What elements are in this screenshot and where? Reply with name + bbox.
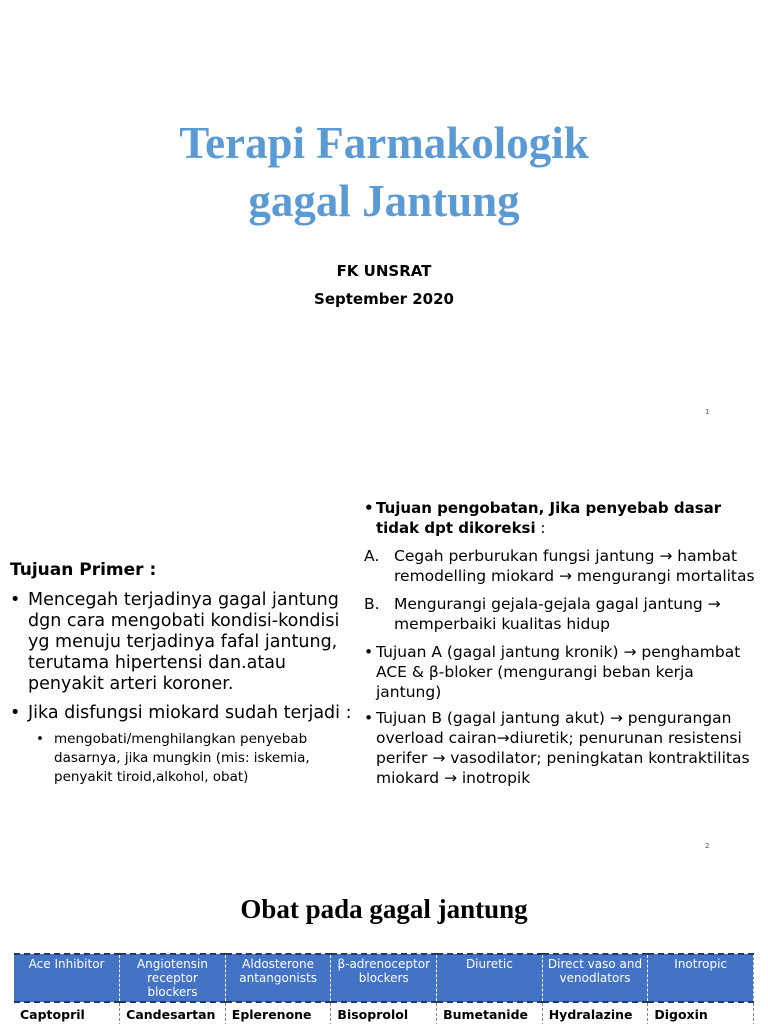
drug-table [14,953,754,1024]
table-cell: Hydralazine [542,1002,648,1024]
goal-heading [364,498,762,538]
column-header: Inotropic [648,954,754,1002]
goal-marker: A. [364,547,380,565]
table-cell: Candesartan [120,1002,226,1024]
goals-slide [0,432,768,864]
date: September 2020 [314,290,454,308]
column-header: Diuretic [437,954,543,1002]
page-number: 2 [705,842,710,850]
primary-bullet: • Jika disfungsi miokard sudah terjadi : [10,703,358,724]
table-cell: Captopril [14,1002,120,1024]
table-cell: Eplerenone [225,1002,331,1024]
table-cell: Bisoprolol [331,1002,437,1024]
table-header-row [14,954,754,1002]
column-header: Ace Inhibitor [14,954,120,1002]
table-row [14,1002,754,1024]
column-header: Direct vaso and venodlators [542,954,648,1002]
title-line-2: gagal Jantung [248,176,520,226]
column-header: β-adrenoceptor blockers [331,954,437,1002]
treatment-goals [364,498,762,794]
column-header: Aldosterone antangonists [225,954,331,1002]
goal-item [364,594,762,634]
primary-goals [10,560,358,787]
goal-heading-suffix: : [535,519,546,537]
column-header: Angiotensin receptor blockers [120,954,226,1002]
title-line-1: Terapi Farmakologik [179,118,589,168]
goal-bullet: • Tujuan A (gagal jantung kronik) → penghambat ACE & β-bloker (mengurangi beban kerja jantung) [364,642,762,702]
slide-title [0,114,768,230]
title-slide [0,0,768,432]
goal-marker: B. [364,595,380,613]
goal-text: Cegah perburukan fungsi jantung → hambat remodelling miokard → mengurangi mortalitas [394,547,755,585]
goal-text: Mengurangi gejala-gejala gagal jantung → memperbaiki kualitas hidup [394,595,721,633]
primary-bullet: • Mencegah terjadinya gagal jantung dgn cara mengobati kondisi-kondisi yg menuju terjadinya fafal jantung, terutama hipertensi dan.atau penyakit arteri koroner. [10,590,358,695]
drugs-slide [0,864,768,1024]
primary-heading: Tujuan Primer : [10,560,157,580]
page-number: 1 [705,408,710,416]
goal-item [364,546,762,586]
table-cell: Bumetanide [437,1002,543,1024]
slide-title: Obat pada gagal jantung [240,894,528,924]
organization: FK UNSRAT [336,262,432,280]
goal-heading-bold: Tujuan pengobatan, Jika penyebab dasar tidak dpt dikoreksi [376,499,722,537]
primary-sub-bullet: • mengobati/menghilangkan penyebab dasarnya, jika mungkin (mis: iskemia, penyakit tiroid,alkohol, obat) [30,730,358,787]
goal-bullet: • Tujuan B (gagal jantung akut) → pengurangan overload cairan→diuretik; penurunan resistensi perifer → vasodilator; peningkatan kontraktilitas miokard → inotropik [364,708,762,788]
table-cell: Digoxin [648,1002,754,1024]
